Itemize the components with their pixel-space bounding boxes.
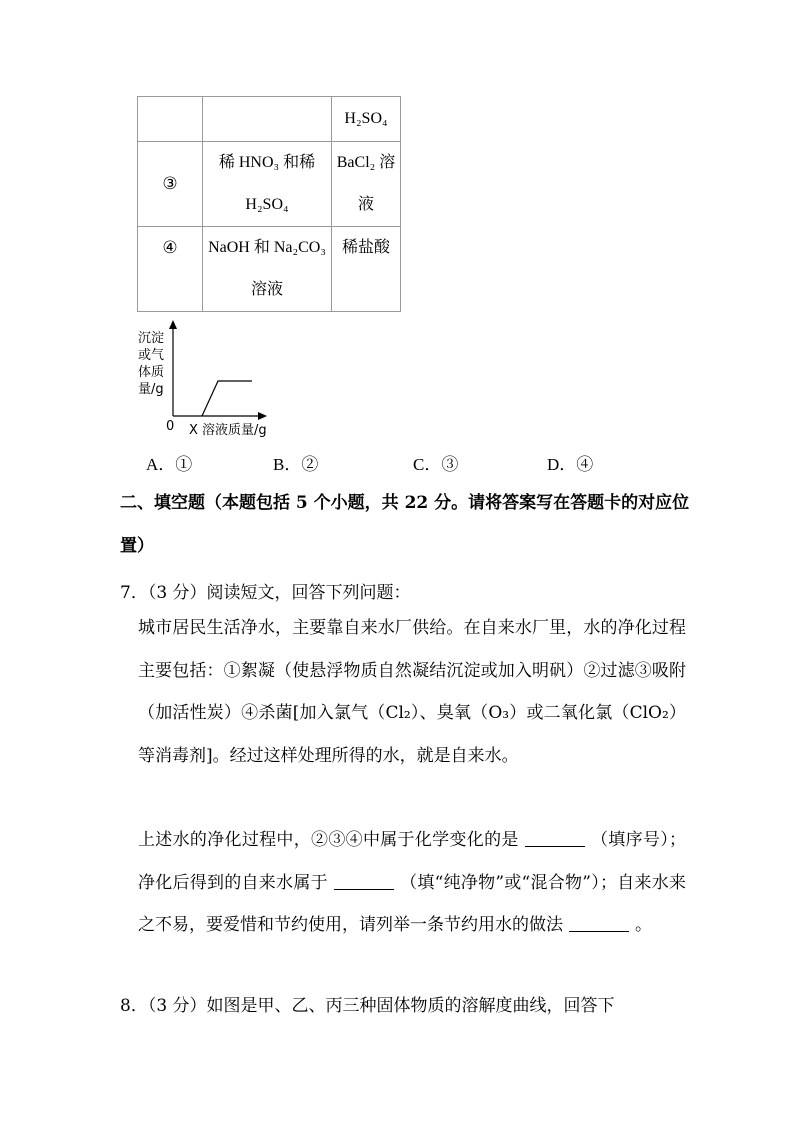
prompt-text: （填“纯净物”或“混合物”）；自来水来之不易，要爱惜和节约使用，请列举一条节约用水的做法 [138,872,687,935]
option-letter: C． [413,455,442,474]
answer-blank-3[interactable] [569,915,629,932]
answer-blank-2[interactable] [334,873,394,890]
question-8-head: 8．（3 分）如图是甲、乙、丙三种固体物质的溶解度曲线，回答下 [120,996,615,1016]
option-c [413,450,458,475]
option-b [273,450,318,475]
prompt-text: （填序号）；净化后得到的自来水属于 [138,830,687,893]
option-value: ① [175,455,193,474]
option-letter: A． [146,455,176,474]
y-label-line: 或气 [138,348,165,363]
row-index: ④ [138,227,203,312]
reagent-cell: NaOH 和 Na₂CO₃溶液 [203,227,332,312]
x-solution-cell: BaCl₂ 溶液 [332,142,401,227]
section-heading: 二、填空题（本题包括 5 个小题，共 22 分。请将答案写在答题卡的对应位置） [120,493,690,556]
y-label-line: 体质 [138,365,165,380]
table-row [138,227,401,312]
reagent-table [137,96,401,312]
reagent-cell: 稀 HNO₃ 和稀 H₂SO₄ [203,142,332,227]
table-row [138,97,401,142]
question-7-prompt [138,819,686,947]
option-d [547,450,593,475]
option-letter: D． [547,455,577,474]
row-index: ③ [138,142,203,227]
curve-line [202,381,252,416]
reagent-cell [203,97,332,142]
table-row [138,142,401,227]
y-label-line: 量/g [138,382,164,397]
x-solution-cell: H₂SO₄ [332,97,401,142]
x-solution-cell: 稀盐酸 [332,227,401,312]
option-letter: B． [273,455,302,474]
prompt-text: 上述水的净化过程中，②③④中属于化学变化的是 [138,830,519,850]
row-index [138,97,203,142]
option-value: ② [301,455,319,474]
y-axis-label [138,330,172,398]
question-7-head: 7．（3 分）阅读短文，回答下列问题： [120,583,411,603]
option-value: ④ [576,455,594,474]
origin-label: 0 [166,419,175,434]
option-a [146,450,192,475]
answer-blank-1[interactable] [525,830,585,847]
question-7-passage: 城市居民生活净水，主要靠自来水厂供给。在自来水厂里，水的净化过程主要包括：①絮凝（使悬浮物质自然凝结沉淀或加入明矾）②过滤③吸附（加活性炭）④杀菌[加入氯气（Cl₂）、臭氧（O₃）或二氧化氯（ClO₂）等消毒剂]。经过这样处理所得的水，就是自来水。 [138,618,686,766]
y-axis-arrow-icon [169,320,177,329]
y-label-line: 沉淀 [138,331,165,346]
option-value: ③ [441,455,459,474]
prompt-text: 。 [635,915,652,935]
x-axis-label: X 溶液质量/g [189,423,267,438]
